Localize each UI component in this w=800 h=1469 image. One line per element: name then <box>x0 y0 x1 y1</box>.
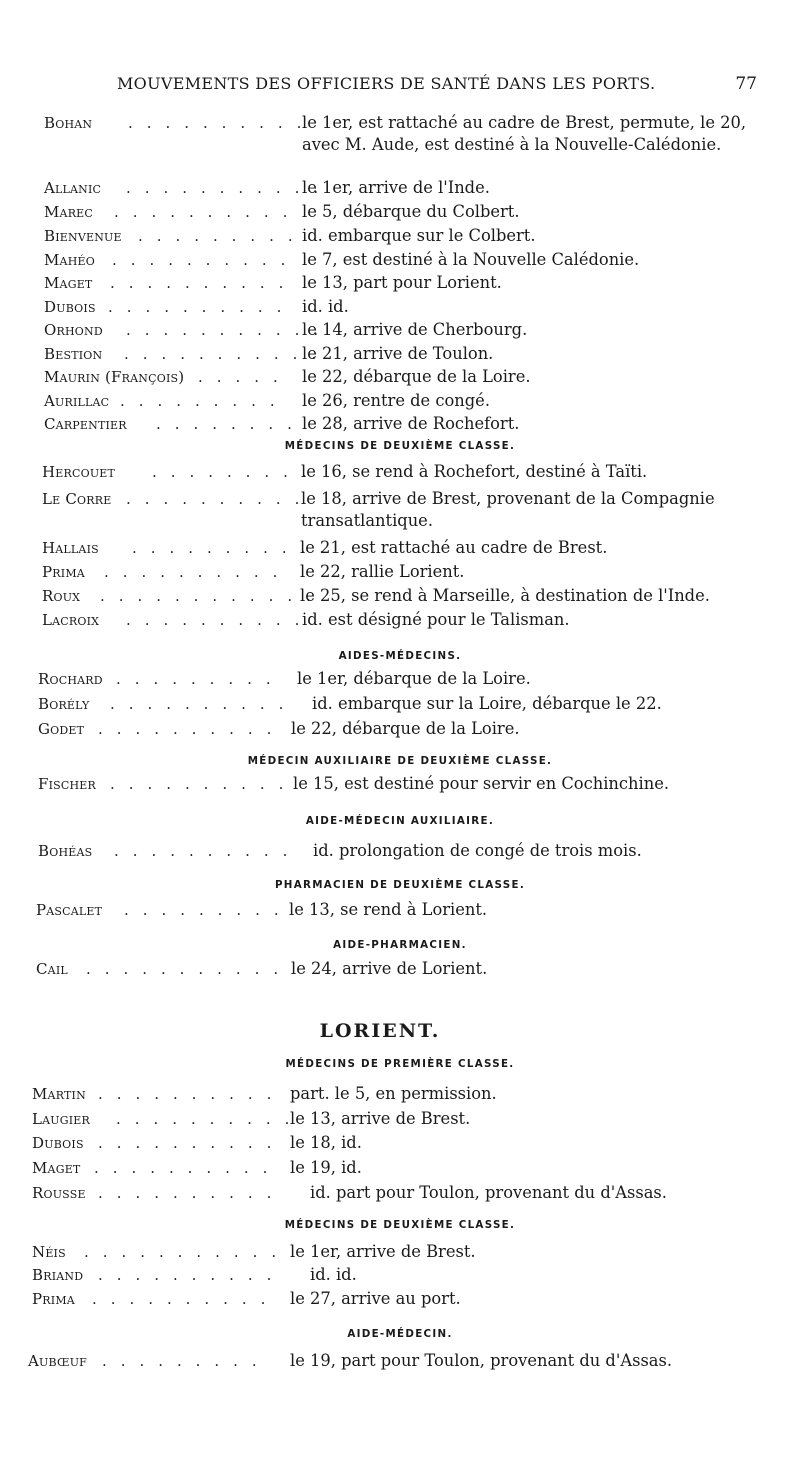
dot-leader: . . . . . . . . . . . <box>126 179 323 197</box>
movement-description: le 22, rallie Lorient. <box>300 562 465 581</box>
movement-description: le 1er, arrive de l'Inde. <box>302 178 490 197</box>
movement-description: le 5, débarque du Colbert. <box>302 202 520 221</box>
movement-description: le 15, est destiné pour servir en Cochinchine. <box>293 774 670 793</box>
officer-name: Godet <box>38 720 85 738</box>
dot-leader: . . . . . . . . . . <box>104 563 282 581</box>
dot-leader: . . . . . . . . . <box>138 227 298 245</box>
dot-leader: . . . . . . . . . . <box>126 490 304 508</box>
officer-name: Dubois <box>44 298 96 316</box>
officer-name: Aurillac <box>44 392 110 410</box>
section-subheading: MÉDECINS DE PREMIÈRE CLASSE. <box>285 1058 515 1070</box>
movement-description: id. id. <box>302 297 349 316</box>
officer-name: Bienvenue <box>44 227 122 245</box>
movement-description: id. part pour Toulon, provenant du d'Assas. <box>310 1183 667 1202</box>
dot-leader: . . . . . . . . <box>156 415 297 433</box>
dot-leader: . . . . . . . . . . <box>98 720 276 738</box>
officer-name: Prima <box>42 563 85 581</box>
officer-name: Cail <box>36 960 68 978</box>
section-subheading: AIDE-PHARMACIEN. <box>333 939 467 951</box>
movement-description: le 1er, est rattaché au cadre de Brest, permute, le 20, avec M. Aude, est destiné à la Nouvelle-Calédonie. <box>302 113 747 154</box>
dot-leader: . . . . . . . . . . <box>110 775 288 793</box>
dot-leader: . . . . . . . . . . <box>92 1290 270 1308</box>
movement-description: le 25, se rend à Marseille, à destination de l'Inde. <box>300 586 710 605</box>
officer-name: Dubois <box>32 1134 84 1152</box>
movement-description: le 21, arrive de Toulon. <box>302 344 494 363</box>
officer-name: Hallais <box>42 539 99 557</box>
section-subheading: PHARMACIEN DE DEUXIÈME CLASSE. <box>274 879 526 891</box>
movement-description: le 26, rentre de congé. <box>302 391 490 410</box>
movement-description: le 13, arrive de Brest. <box>290 1109 471 1128</box>
dot-leader: . . . . . . . . . . . <box>84 1243 281 1261</box>
dot-leader: . . . . . . . . . . <box>110 274 288 292</box>
movement-description: id. id. <box>310 1265 357 1284</box>
movement-description: le 7, est destiné à la Nouvelle Calédonie. <box>302 250 640 269</box>
movement-description: le 19, id. <box>290 1158 362 1177</box>
dot-leader: . . . . . . . . . . <box>98 1266 276 1284</box>
dot-leader: . . . . . . . . . . . <box>132 539 329 557</box>
officer-name: Le Corre <box>42 490 112 508</box>
movement-description: le 18, arrive de Brest, provenant de la Compagnie transatlantique. <box>301 489 715 530</box>
dot-leader: . . . . . . . . . . <box>128 114 306 132</box>
officer-name: Rousse <box>32 1184 86 1202</box>
section-subheading: AIDES-MÉDECINS. <box>338 650 462 662</box>
movement-description: le 16, se rend à Rochefort, destiné à Taïti. <box>301 462 648 481</box>
officer-name: Bestion <box>44 345 103 363</box>
officer-name: Briand <box>32 1266 84 1284</box>
officer-name: Mahéo <box>44 251 95 269</box>
officer-name: Martin <box>32 1085 86 1103</box>
page-number: 77 <box>735 74 757 94</box>
port-section-title: LORIENT. <box>319 1020 441 1042</box>
officer-name: Fischer <box>38 775 97 793</box>
dot-leader: . . . . . . . . . . <box>112 251 290 269</box>
section-subheading: MÉDECIN AUXILIAIRE DE DEUXIÈME CLASSE. <box>247 755 553 767</box>
dot-leader: . . . . . . . . . . <box>126 611 304 629</box>
officer-name: Lacroix <box>42 611 100 629</box>
dot-leader: . . . . . . . . . . <box>116 1110 294 1128</box>
officer-name: Allanic <box>44 179 102 197</box>
officer-name: Laugier <box>32 1110 91 1128</box>
officer-name: Prima <box>32 1290 75 1308</box>
dot-leader: . . . . . . . . . . <box>108 298 286 316</box>
movement-description: id. embarque sur le Colbert. <box>302 226 536 245</box>
movement-description: id. embarque sur la Loire, débarque le 22. <box>312 694 662 713</box>
section-subheading: AIDE-MÉDECIN. <box>347 1328 453 1340</box>
officer-name: Carpentier <box>44 415 127 433</box>
dot-leader: . . . . . . . . . . . <box>126 321 323 339</box>
section-subheading: MÉDECINS DE DEUXIÈME CLASSE. <box>284 1219 516 1231</box>
movement-description: id. est désigné pour le Talisman. <box>302 610 570 629</box>
officer-name: Néis <box>32 1243 66 1261</box>
officer-name: Rochard <box>38 670 103 688</box>
movement-description: le 13, part pour Lorient. <box>302 273 502 292</box>
dot-leader: . . . . . . . . . . <box>114 842 292 860</box>
dot-leader: . . . . . . . . . <box>124 901 284 919</box>
movement-description: le 21, est rattaché au cadre de Brest. <box>300 538 608 557</box>
dot-leader: . . . . . . . . . . <box>94 1159 272 1177</box>
dot-leader: . . . . . <box>198 368 283 386</box>
movement-description: id. prolongation de congé de trois mois. <box>313 841 642 860</box>
dot-leader: . . . . . . . . . . <box>114 203 292 221</box>
movement-description: le 13, se rend à Lorient. <box>289 900 488 919</box>
movement-description: le 28, arrive de Rochefort. <box>302 414 520 433</box>
movement-description: part. le 5, en permission. <box>290 1084 497 1103</box>
movement-description: le 18, id. <box>290 1133 362 1152</box>
officer-name: Pascalet <box>36 901 103 919</box>
officer-name: Maget <box>44 274 93 292</box>
page-header <box>117 74 757 100</box>
officer-name: Maurin (François) <box>44 368 185 386</box>
movement-description: le 22, débarque de la Loire. <box>291 719 520 738</box>
officer-name: Marec <box>44 203 94 221</box>
officer-name: Hercouet <box>42 463 116 481</box>
officer-name: Maget <box>32 1159 81 1177</box>
movement-description: le 24, arrive de Lorient. <box>291 959 488 978</box>
officer-name: Roux <box>42 587 81 605</box>
movement-description: le 22, débarque de la Loire. <box>302 367 531 386</box>
dot-leader: . . . . . . . . . . <box>98 1085 276 1103</box>
dot-leader: . . . . . . . . . . . <box>86 960 283 978</box>
dot-leader: . . . . . . . . . . . <box>124 345 321 363</box>
running-title: MOUVEMENTS DES OFFICIERS DE SANTÉ DANS LES PORTS. <box>117 74 656 93</box>
movement-description: le 27, arrive au port. <box>290 1289 461 1308</box>
section-subheading: MÉDECINS DE DEUXIÈME CLASSE. <box>284 440 516 452</box>
dot-leader: . . . . . . . . . <box>152 463 312 481</box>
dot-leader: . . . . . . . . . <box>120 392 280 410</box>
dot-leader: . . . . . . . . . . . . <box>100 587 316 605</box>
dot-leader: . . . . . . . . . <box>102 1352 262 1370</box>
officer-name: Aubœuf <box>28 1352 88 1370</box>
dot-leader: . . . . . . . . . <box>116 670 276 688</box>
movement-description: le 14, arrive de Cherbourg. <box>302 320 528 339</box>
movement-description: le 1er, arrive de Brest. <box>290 1242 476 1261</box>
dot-leader: . . . . . . . . . . <box>98 1184 276 1202</box>
officer-name: Bohéas <box>38 842 93 860</box>
officer-name: Borély <box>38 695 90 713</box>
dot-leader: . . . . . . . . . . <box>98 1134 276 1152</box>
officer-name: Bohan <box>44 114 93 132</box>
movement-description: le 19, part pour Toulon, provenant du d'Assas. <box>290 1351 673 1370</box>
officer-name: Orhond <box>44 321 103 339</box>
section-subheading: AIDE-MÉDECIN AUXILIAIRE. <box>305 815 495 827</box>
dot-leader: . . . . . . . . . . <box>110 695 288 713</box>
movement-description: le 1er, débarque de la Loire. <box>297 669 531 688</box>
